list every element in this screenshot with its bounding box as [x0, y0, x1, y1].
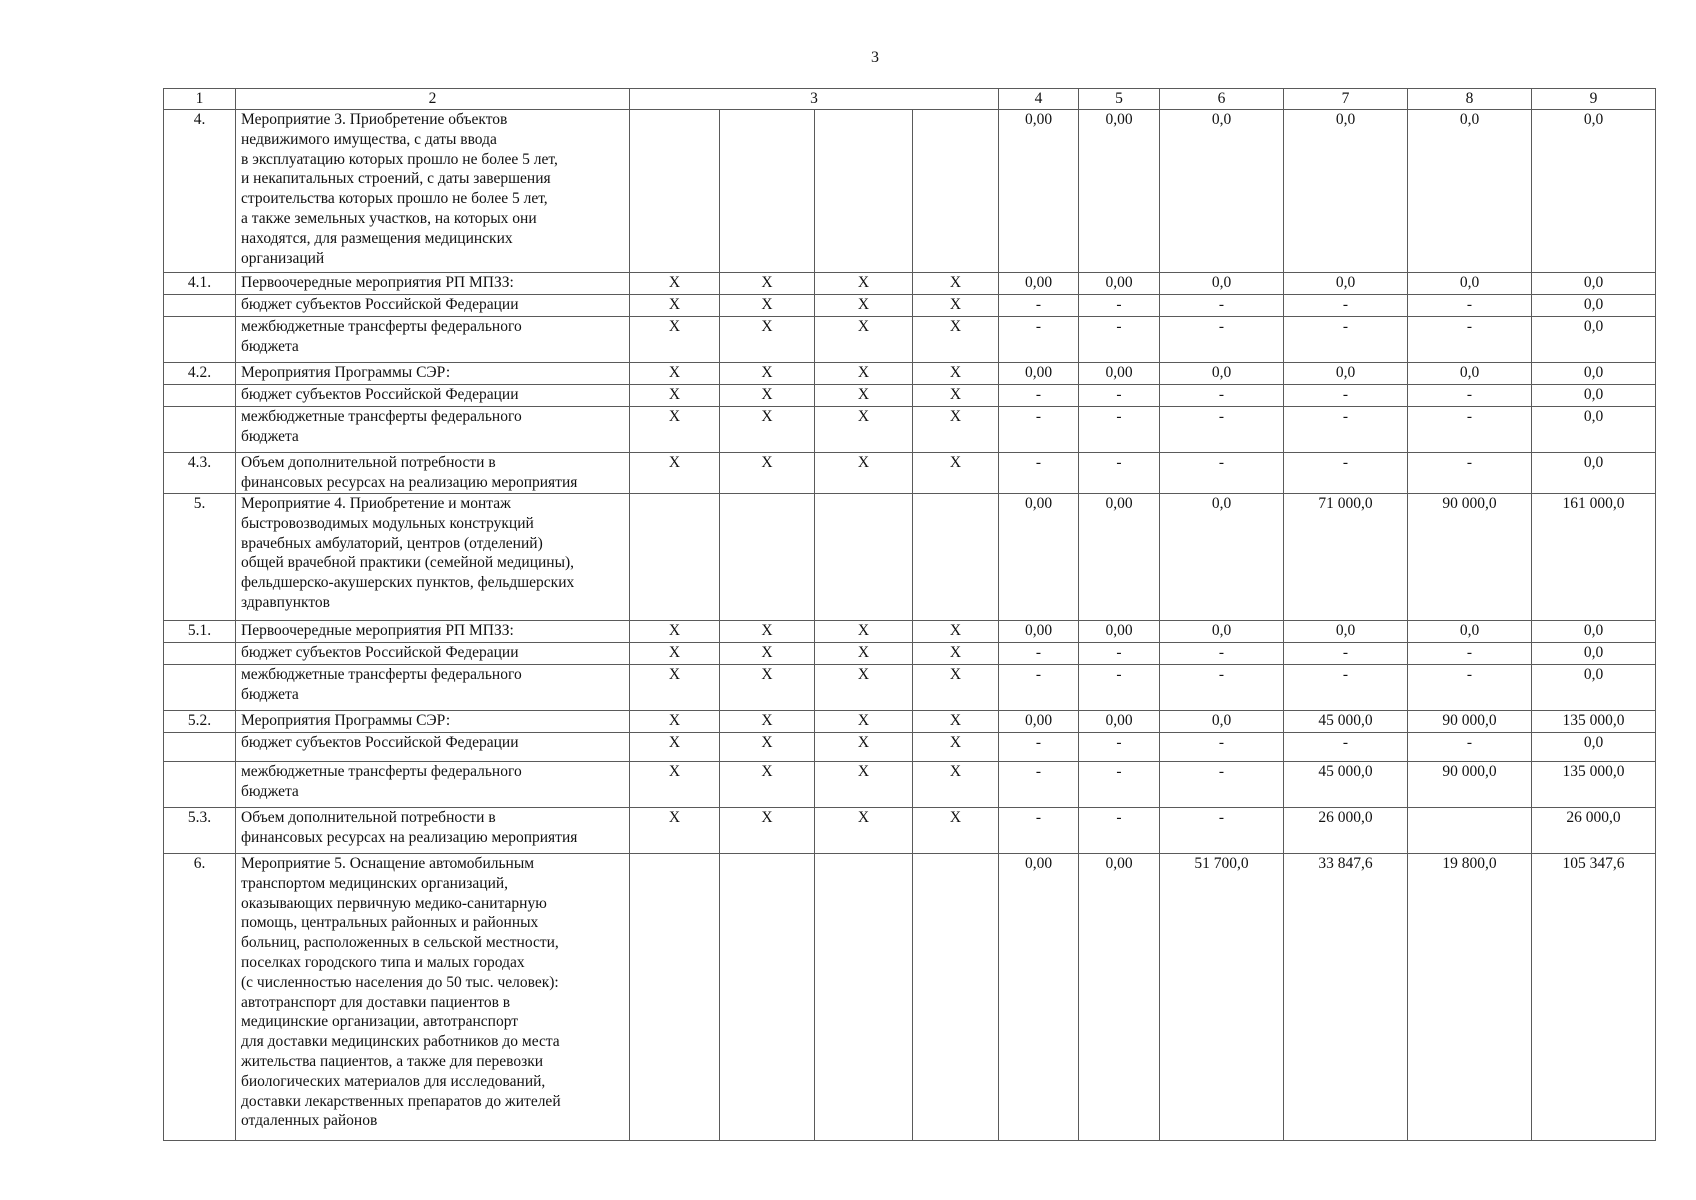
value-cell: 0,0: [1284, 621, 1408, 643]
value-cell: -: [999, 808, 1079, 854]
x-mark-cell: X: [630, 711, 720, 733]
value-cell: -: [1160, 407, 1284, 453]
row-description: Объем дополнительной потребности в финансовых ресурсах на реализацию мероприятия: [236, 453, 630, 494]
row-number: 5.3.: [164, 808, 236, 854]
x-mark-cell: [630, 110, 720, 273]
row-number: [164, 643, 236, 665]
table-row: [164, 621, 1656, 643]
value-cell: 0,0: [1532, 733, 1656, 762]
value-cell: -: [1408, 407, 1532, 453]
x-mark-cell: X: [815, 295, 913, 317]
x-mark-cell: X: [913, 407, 999, 453]
x-mark-cell: [720, 110, 815, 273]
x-mark-cell: X: [630, 363, 720, 385]
x-mark-cell: X: [630, 273, 720, 295]
header-cell: 4: [999, 89, 1079, 110]
x-mark-cell: X: [630, 407, 720, 453]
value-cell: 0,0: [1532, 643, 1656, 665]
value-cell: 0,00: [1079, 273, 1160, 295]
x-mark-cell: [815, 494, 913, 621]
value-cell: -: [1079, 385, 1160, 407]
value-cell: 0,0: [1408, 110, 1532, 273]
value-cell: 0,0: [1284, 110, 1408, 273]
value-cell: -: [1160, 453, 1284, 494]
row-number: 4.3.: [164, 453, 236, 494]
x-mark-cell: X: [913, 295, 999, 317]
value-cell: -: [1160, 665, 1284, 711]
table-header-row: [164, 89, 1656, 110]
value-cell: 0,0: [1284, 363, 1408, 385]
value-cell: -: [1079, 453, 1160, 494]
row-description: бюджет субъектов Российской Федерации: [236, 643, 630, 665]
table-row: [164, 385, 1656, 407]
x-mark-cell: X: [815, 453, 913, 494]
x-mark-cell: [630, 494, 720, 621]
value-cell: -: [1079, 762, 1160, 808]
x-mark-cell: X: [913, 762, 999, 808]
value-cell: 0,0: [1408, 621, 1532, 643]
row-description: Мероприятие 5. Оснащение автомобильным транспортом медицинских организаций, оказывающих первичную медико-санитарную помощь, центральных районных и районных больниц, расположенных в сельской местности, поселках городского типа и малых городах (с численностью населения до 50 тыс. человек): автотранспорт для доставки пациентов в медицинские организации, автотранспорт для доставки медицинских работников до места жительства пациентов, а также для перевозки биологических материалов для исследований, доставки лекарственных препаратов до жителей отдаленных районов: [236, 854, 630, 1141]
table-row: [164, 711, 1656, 733]
value-cell: -: [1284, 317, 1408, 363]
value-cell: -: [1408, 643, 1532, 665]
value-cell: 45 000,0: [1284, 711, 1408, 733]
value-cell: -: [999, 317, 1079, 363]
header-cell: 2: [236, 89, 630, 110]
x-mark-cell: X: [720, 808, 815, 854]
row-number: [164, 762, 236, 808]
x-mark-cell: X: [815, 808, 913, 854]
row-number: 5.: [164, 494, 236, 621]
value-cell: -: [999, 385, 1079, 407]
header-cell: 7: [1284, 89, 1408, 110]
value-cell: -: [999, 665, 1079, 711]
row-description: межбюджетные трансферты федерального бюджета: [236, 665, 630, 711]
row-number: 4.1.: [164, 273, 236, 295]
x-mark-cell: X: [720, 407, 815, 453]
row-number: [164, 317, 236, 363]
value-cell: -: [1160, 317, 1284, 363]
x-mark-cell: X: [913, 273, 999, 295]
table-row: [164, 363, 1656, 385]
value-cell: 90 000,0: [1408, 711, 1532, 733]
value-cell: 26 000,0: [1532, 808, 1656, 854]
row-number: 5.1.: [164, 621, 236, 643]
value-cell: -: [1408, 295, 1532, 317]
value-cell: 0,0: [1532, 273, 1656, 295]
x-mark-cell: X: [815, 733, 913, 762]
value-cell: -: [1408, 733, 1532, 762]
value-cell: -: [999, 762, 1079, 808]
table-row: [164, 733, 1656, 762]
x-mark-cell: X: [815, 762, 913, 808]
value-cell: 0,0: [1284, 273, 1408, 295]
x-mark-cell: X: [913, 363, 999, 385]
x-mark-cell: X: [630, 665, 720, 711]
x-mark-cell: X: [815, 317, 913, 363]
value-cell: -: [1160, 295, 1284, 317]
x-mark-cell: [815, 110, 913, 273]
header-cell: 3: [630, 89, 999, 110]
x-mark-cell: X: [720, 385, 815, 407]
value-cell: 0,0: [1532, 665, 1656, 711]
value-cell: 0,0: [1408, 363, 1532, 385]
x-mark-cell: X: [720, 762, 815, 808]
x-mark-cell: X: [630, 762, 720, 808]
value-cell: -: [999, 295, 1079, 317]
row-number: [164, 733, 236, 762]
row-description: бюджет субъектов Российской Федерации: [236, 733, 630, 762]
value-cell: -: [1284, 665, 1408, 711]
value-cell: 105 347,6: [1532, 854, 1656, 1141]
table-row: [164, 665, 1656, 711]
row-number: 4.2.: [164, 363, 236, 385]
row-number: 6.: [164, 854, 236, 1141]
table-row: [164, 453, 1656, 494]
x-mark-cell: [630, 854, 720, 1141]
value-cell: -: [1160, 762, 1284, 808]
x-mark-cell: X: [815, 711, 913, 733]
row-description: Первоочередные мероприятия РП МПЗЗ:: [236, 273, 630, 295]
x-mark-cell: X: [913, 665, 999, 711]
row-description: Мероприятие 3. Приобретение объектов недвижимого имущества, с даты ввода в эксплуатацию которых прошло не более 5 лет, и некапитальных строений, с даты завершения строительства которых прошло не более 5 лет, а также земельных участков, на которых они находятся, для размещения медицинских организаций: [236, 110, 630, 273]
x-mark-cell: [815, 854, 913, 1141]
row-number: 5.2.: [164, 711, 236, 733]
value-cell: -: [1160, 643, 1284, 665]
value-cell: -: [1079, 317, 1160, 363]
row-description: Мероприятия Программы СЭР:: [236, 363, 630, 385]
value-cell: 0,0: [1532, 110, 1656, 273]
value-cell: 26 000,0: [1284, 808, 1408, 854]
x-mark-cell: X: [720, 665, 815, 711]
value-cell: -: [1160, 808, 1284, 854]
row-number: [164, 665, 236, 711]
value-cell: -: [1284, 385, 1408, 407]
value-cell: -: [1408, 385, 1532, 407]
x-mark-cell: [913, 494, 999, 621]
table-row: [164, 295, 1656, 317]
table-row: [164, 407, 1656, 453]
value-cell: 0,0: [1160, 711, 1284, 733]
value-cell: 0,00: [1079, 494, 1160, 621]
value-cell: [1408, 808, 1532, 854]
value-cell: 0,0: [1532, 453, 1656, 494]
value-cell: 0,00: [1079, 110, 1160, 273]
x-mark-cell: X: [720, 621, 815, 643]
x-mark-cell: [913, 110, 999, 273]
value-cell: -: [1408, 317, 1532, 363]
x-mark-cell: X: [815, 273, 913, 295]
value-cell: 0,0: [1532, 407, 1656, 453]
x-mark-cell: X: [630, 733, 720, 762]
x-mark-cell: X: [720, 733, 815, 762]
x-mark-cell: X: [720, 295, 815, 317]
x-mark-cell: X: [913, 808, 999, 854]
header-cell: 9: [1532, 89, 1656, 110]
x-mark-cell: X: [815, 621, 913, 643]
x-mark-cell: X: [913, 733, 999, 762]
value-cell: 0,00: [999, 363, 1079, 385]
row-description: межбюджетные трансферты федерального бюджета: [236, 407, 630, 453]
row-number: [164, 385, 236, 407]
header-cell: 6: [1160, 89, 1284, 110]
x-mark-cell: X: [630, 317, 720, 363]
x-mark-cell: X: [913, 711, 999, 733]
value-cell: 33 847,6: [1284, 854, 1408, 1141]
x-mark-cell: [913, 854, 999, 1141]
value-cell: 0,0: [1532, 295, 1656, 317]
value-cell: 0,00: [999, 621, 1079, 643]
table-row: [164, 808, 1656, 854]
x-mark-cell: X: [720, 317, 815, 363]
x-mark-cell: X: [815, 643, 913, 665]
x-mark-cell: X: [913, 317, 999, 363]
row-description: межбюджетные трансферты федерального бюджета: [236, 317, 630, 363]
x-mark-cell: X: [630, 385, 720, 407]
x-mark-cell: X: [720, 363, 815, 385]
value-cell: 90 000,0: [1408, 494, 1532, 621]
x-mark-cell: X: [720, 453, 815, 494]
x-mark-cell: [720, 854, 815, 1141]
value-cell: -: [999, 733, 1079, 762]
x-mark-cell: X: [720, 273, 815, 295]
value-cell: 0,00: [999, 494, 1079, 621]
value-cell: 45 000,0: [1284, 762, 1408, 808]
value-cell: 0,0: [1160, 110, 1284, 273]
x-mark-cell: X: [913, 621, 999, 643]
row-description: Мероприятия Программы СЭР:: [236, 711, 630, 733]
header-cell: 1: [164, 89, 236, 110]
row-number: [164, 295, 236, 317]
value-cell: 0,0: [1160, 363, 1284, 385]
x-mark-cell: X: [630, 621, 720, 643]
value-cell: -: [999, 643, 1079, 665]
value-cell: 0,0: [1160, 494, 1284, 621]
value-cell: 0,0: [1532, 363, 1656, 385]
value-cell: 0,00: [1079, 621, 1160, 643]
x-mark-cell: X: [630, 295, 720, 317]
value-cell: 161 000,0: [1532, 494, 1656, 621]
row-description: Мероприятие 4. Приобретение и монтаж быстровозводимых модульных конструкций врачебных амбулаторий, центров (отделений) общей врачебной практики (семейной медицины), фельдшерско-акушерских пунктов, фельдшерских здравпунктов: [236, 494, 630, 621]
value-cell: 0,0: [1408, 273, 1532, 295]
financing-table: [163, 88, 1656, 1141]
x-mark-cell: X: [630, 453, 720, 494]
value-cell: 0,00: [999, 711, 1079, 733]
table-row: [164, 494, 1656, 621]
x-mark-cell: X: [913, 643, 999, 665]
value-cell: 0,00: [1079, 711, 1160, 733]
x-mark-cell: [720, 494, 815, 621]
value-cell: -: [1284, 453, 1408, 494]
x-mark-cell: X: [720, 711, 815, 733]
value-cell: -: [1079, 808, 1160, 854]
value-cell: 135 000,0: [1532, 762, 1656, 808]
value-cell: -: [1079, 407, 1160, 453]
value-cell: -: [1408, 453, 1532, 494]
value-cell: -: [1079, 295, 1160, 317]
value-cell: -: [1160, 733, 1284, 762]
row-number: [164, 407, 236, 453]
x-mark-cell: X: [815, 363, 913, 385]
value-cell: 0,0: [1160, 273, 1284, 295]
table-row: [164, 273, 1656, 295]
value-cell: 0,0: [1532, 385, 1656, 407]
table-row: [164, 317, 1656, 363]
page-number: 3: [871, 49, 879, 66]
table-row: [164, 762, 1656, 808]
x-mark-cell: X: [720, 643, 815, 665]
value-cell: -: [1160, 385, 1284, 407]
x-mark-cell: X: [913, 385, 999, 407]
x-mark-cell: X: [913, 453, 999, 494]
value-cell: 0,00: [1079, 854, 1160, 1141]
x-mark-cell: X: [815, 385, 913, 407]
x-mark-cell: X: [815, 665, 913, 711]
value-cell: -: [1284, 733, 1408, 762]
row-description: Первоочередные мероприятия РП МПЗЗ:: [236, 621, 630, 643]
table-row: [164, 643, 1656, 665]
row-number: 4.: [164, 110, 236, 273]
value-cell: 0,0: [1532, 621, 1656, 643]
value-cell: 0,00: [999, 110, 1079, 273]
row-description: бюджет субъектов Российской Федерации: [236, 295, 630, 317]
value-cell: -: [1284, 295, 1408, 317]
value-cell: 90 000,0: [1408, 762, 1532, 808]
table-row: [164, 854, 1656, 1141]
value-cell: -: [1079, 643, 1160, 665]
value-cell: 0,00: [999, 854, 1079, 1141]
x-mark-cell: X: [630, 808, 720, 854]
value-cell: 51 700,0: [1160, 854, 1284, 1141]
value-cell: -: [1284, 643, 1408, 665]
value-cell: -: [1079, 733, 1160, 762]
x-mark-cell: X: [815, 407, 913, 453]
value-cell: -: [999, 407, 1079, 453]
header-cell: 5: [1079, 89, 1160, 110]
row-description: бюджет субъектов Российской Федерации: [236, 385, 630, 407]
value-cell: 19 800,0: [1408, 854, 1532, 1141]
value-cell: -: [1079, 665, 1160, 711]
value-cell: 135 000,0: [1532, 711, 1656, 733]
value-cell: -: [999, 453, 1079, 494]
value-cell: -: [1408, 665, 1532, 711]
value-cell: 0,00: [1079, 363, 1160, 385]
value-cell: 71 000,0: [1284, 494, 1408, 621]
header-cell: 8: [1408, 89, 1532, 110]
row-description: межбюджетные трансферты федерального бюджета: [236, 762, 630, 808]
value-cell: 0,0: [1160, 621, 1284, 643]
table-row: [164, 110, 1656, 273]
row-description: Объем дополнительной потребности в финансовых ресурсах на реализацию мероприятия: [236, 808, 630, 854]
x-mark-cell: X: [630, 643, 720, 665]
value-cell: -: [1284, 407, 1408, 453]
value-cell: 0,00: [999, 273, 1079, 295]
value-cell: 0,0: [1532, 317, 1656, 363]
